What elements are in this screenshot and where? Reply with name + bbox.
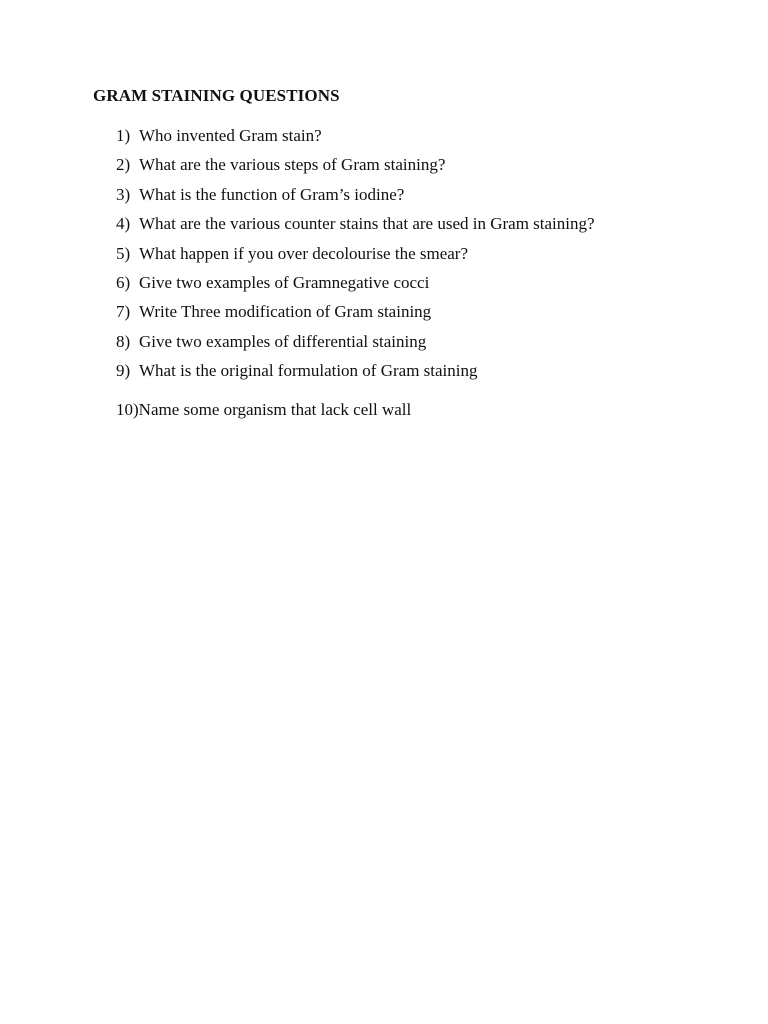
question-number: 7) — [116, 302, 131, 322]
question-number: 8) — [116, 331, 131, 351]
question-number: 9) — [116, 361, 131, 381]
question-number: 3) — [116, 184, 131, 204]
question-number: 10) — [116, 400, 139, 419]
question-text: What happen if you over decolourise the smear? — [139, 243, 469, 263]
question-item-last — [116, 399, 411, 421]
question-item — [116, 243, 595, 272]
question-item — [116, 213, 595, 242]
question-number: 1) — [116, 126, 131, 145]
question-text: What are the various steps of Gram staining? — [139, 155, 446, 175]
question-item — [116, 360, 595, 389]
question-item — [116, 331, 595, 360]
question-text: What are the various counter stains that are used in Gram staining? — [139, 214, 595, 234]
question-item — [116, 272, 595, 301]
question-number: 6) — [116, 272, 131, 292]
question-text: Write Three modification of Gram staining — [139, 302, 432, 322]
question-list — [116, 125, 595, 390]
question-text: Give two examples of differential staining — [139, 331, 427, 351]
question-item — [116, 154, 595, 183]
question-number: 4) — [116, 214, 131, 234]
question-item — [116, 125, 595, 154]
question-text: What is the function of Gram’s iodine? — [139, 184, 405, 204]
question-item — [116, 301, 595, 330]
question-item — [116, 184, 595, 213]
question-number: 5) — [116, 243, 131, 263]
question-text: What is the original formulation of Gram staining — [139, 361, 478, 381]
question-text: Who invented Gram stain? — [139, 126, 322, 145]
question-text: Name some organism that lack cell wall — [138, 400, 412, 419]
document-title: GRAM STAINING QUESTIONS — [93, 86, 340, 105]
question-number: 2) — [116, 155, 131, 175]
question-text: Give two examples of Gramnegative cocci — [139, 272, 430, 292]
